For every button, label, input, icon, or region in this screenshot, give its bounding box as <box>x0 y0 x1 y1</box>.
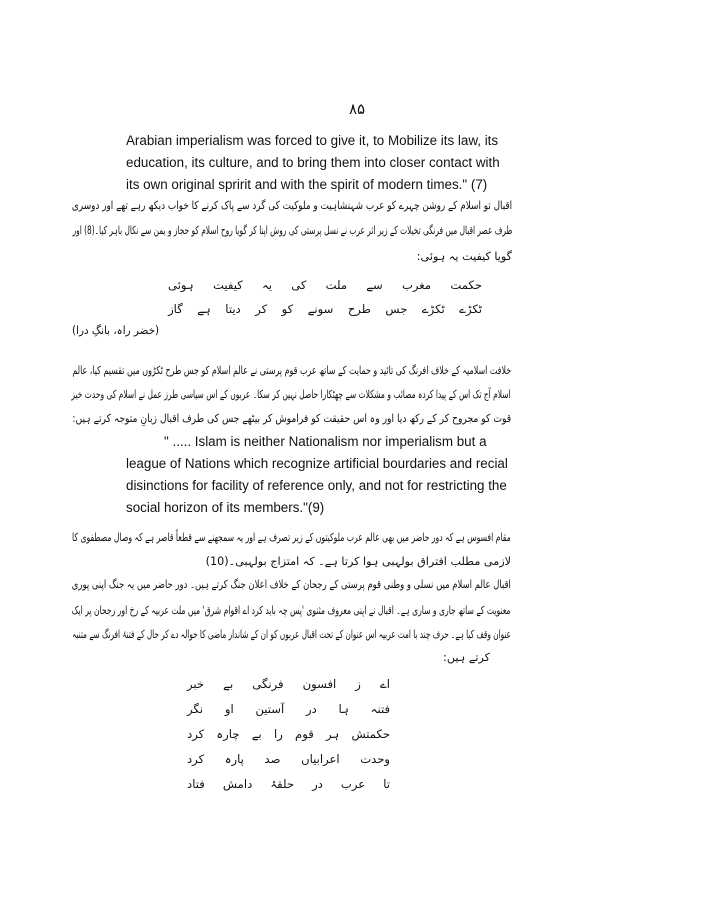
urdu-line: اقبال تو اسلام کے روشن چہرے کو عرب شہنشاہیت و ملوکیت کی گرد سے پاک کرنے کا خواب دیکھ رہے تھے اور دوسری <box>71 199 512 212</box>
poem-word: حکمت <box>450 278 482 292</box>
poem-word: وحدت <box>360 752 390 766</box>
urdu-line: عنوان وقف کیا ہے۔ حرف چند با امت عربیہ اس عنوان کے تحت اقبال عربوں کو ان کے شاندار ماضی کا حوالہ دے کر حال کے فتنۂ افرنگ سے متنبہ <box>72 628 511 641</box>
poem-word: کیفیت <box>212 278 243 292</box>
poem-verse <box>187 727 390 741</box>
poem-word: در <box>312 777 323 791</box>
poem-word: در <box>306 702 317 716</box>
poem-word: سے <box>366 278 383 292</box>
quote-line: its own original spririt and with the spirit of modern times." (7) <box>126 177 488 192</box>
poem-word: حلقۂ <box>270 777 294 791</box>
poem-word: فتاد <box>187 777 205 791</box>
poem-word: بے <box>223 677 234 691</box>
poem-word: کر <box>255 302 268 316</box>
urdu-line: طرف عصر اقبال میں فرنگی تخیلات کے زیر اثر عرب نے نسل پرستی کی روش اپنا کر گویا روح اسلام کو حجاز و یمن سے نکال باہر کیا۔(8) اور <box>72 224 512 237</box>
poem-word: قوم <box>295 727 314 741</box>
urdu-line: خلافت اسلامیہ کے خلاف افرنگ کی تائید و حمایت کے ساتھ عرب قوم پرستی نے عالم اسلام کو جس طرح ٹکڑوں میں تقسیم کیا، عالم <box>72 364 511 377</box>
poem-word: سونے <box>307 302 334 316</box>
poem-word: طرح <box>347 302 371 316</box>
poem-word: اے <box>379 677 390 691</box>
quote-line: Arabian imperialism was forced to give it, to Mobilize its law, its <box>126 133 499 148</box>
poem-word: افسون <box>302 677 337 691</box>
urdu-line: قوت کو مجروح کر کے رکھ دیا اور وہ اس حقیقت کو فراموش کر بیٹھے جس کی طرف اقبال زبانِ متوجہ کرتے ہیں: <box>72 412 511 425</box>
poem-word: خبر <box>187 677 205 691</box>
poem-word: حکمتش <box>351 727 390 741</box>
english-quote-2 <box>126 431 508 519</box>
page-number: ۸۵ <box>348 100 366 118</box>
poem-word: پارہ <box>224 752 244 766</box>
urdu-line: لازمی مطلب افتراق بولہبی ہوا کرتا ہے۔ کہ امتزاج بولہبی۔(10) <box>205 555 511 568</box>
quote-line: disinctions for facility of reference only, and not for restricting the <box>126 478 507 493</box>
poem-word: کرد <box>187 752 205 766</box>
urdu-line: گویا کیفیت یہ ہوئی: <box>416 250 512 263</box>
poem-word: ملت <box>325 278 348 292</box>
poem-word: فتنہ <box>370 702 390 716</box>
poem-word: نگر <box>187 702 204 716</box>
poem-source: (خضر راہ، بانگِ درا) <box>72 324 159 337</box>
poem-word: جس <box>385 302 408 316</box>
poem-verse <box>187 702 390 716</box>
quote-line: education, its culture, and to bring them into closer contact with <box>126 155 500 170</box>
poem-word: چارہ <box>216 727 240 741</box>
poem-word: عرب <box>340 777 366 791</box>
poem-word: ٹکڑے <box>459 302 482 316</box>
poem-word: دیتا <box>225 302 241 316</box>
poem-word: کو <box>281 302 294 316</box>
urdu-line: مقام افسوس ہے کہ دور حاضر میں بھی عالم عرب ملوکیتوں کے زیر تصرف ہے اور یہ سمجھنے سے قطعاً قاصر ہے کہ وصال مصطفوی کا <box>72 531 511 544</box>
poem-word: ہا <box>338 702 349 716</box>
poem-word: ٹکڑے <box>421 302 445 316</box>
poem-word: دامش <box>222 777 253 791</box>
poem-word: کی <box>291 278 307 292</box>
poem-word: تا <box>383 777 390 791</box>
poem-word: اعرابیاں <box>301 752 340 766</box>
poem-word: ہے <box>197 302 211 316</box>
poem-word: آستین <box>255 702 285 716</box>
poem-word: صد <box>264 752 281 766</box>
poem-verse <box>168 302 482 316</box>
urdu-line: اسلام آج تک اس کے پیدا کردہ مصائب و مشکلات سے چھٹکارا حاصل نہیں کر سکا۔ عربوں کے اس سیاسی طرز عمل نے اسلام کی وحدت خیز <box>71 388 511 401</box>
poem-verse <box>187 752 390 766</box>
poem-word: بے <box>251 727 262 741</box>
quote-line: social horizon of its members."(9) <box>126 500 325 515</box>
poem-verse <box>168 278 482 292</box>
poem-word: گاز <box>168 302 183 316</box>
poem-word: را <box>273 727 283 741</box>
urdu-line: کرتے ہیں: <box>443 651 490 664</box>
poem-word: ہر <box>326 727 340 741</box>
poem-verse <box>187 777 390 791</box>
poem-verse <box>187 677 390 691</box>
poem-word: ہوئی <box>168 278 194 292</box>
poem-word: او <box>224 702 234 716</box>
quote-line: league of Nations which recognize artificial bourdaries and recial <box>126 456 508 471</box>
poem-word: یہ <box>261 278 272 292</box>
poem-word: کرد <box>187 727 205 741</box>
quote-line: " ..... Islam is neither Nationalism nor imperialism but a <box>164 434 487 449</box>
urdu-line: اقبال عالم اسلام میں نسلی و وطنی قوم پرستی کے رجحان کے خلاف اعلان جنگ کرتے ہیں۔ دور حاضر میں یہ جنگ اپنی پوری <box>71 578 511 591</box>
urdu-line: معنویت کے ساتھ جاری و ساری ہے۔ اقبال نے اپنی معروف مثنوی 'پس چہ باید کرد اے اقوام شرق' میں ملت عربیہ کے رخ اور رجحان پر ایک <box>72 604 511 617</box>
poem-word: مغرب <box>401 278 432 292</box>
english-quote-1 <box>126 130 500 196</box>
poem-word: فرنگی <box>252 677 284 691</box>
poem-word: ز <box>355 677 361 691</box>
